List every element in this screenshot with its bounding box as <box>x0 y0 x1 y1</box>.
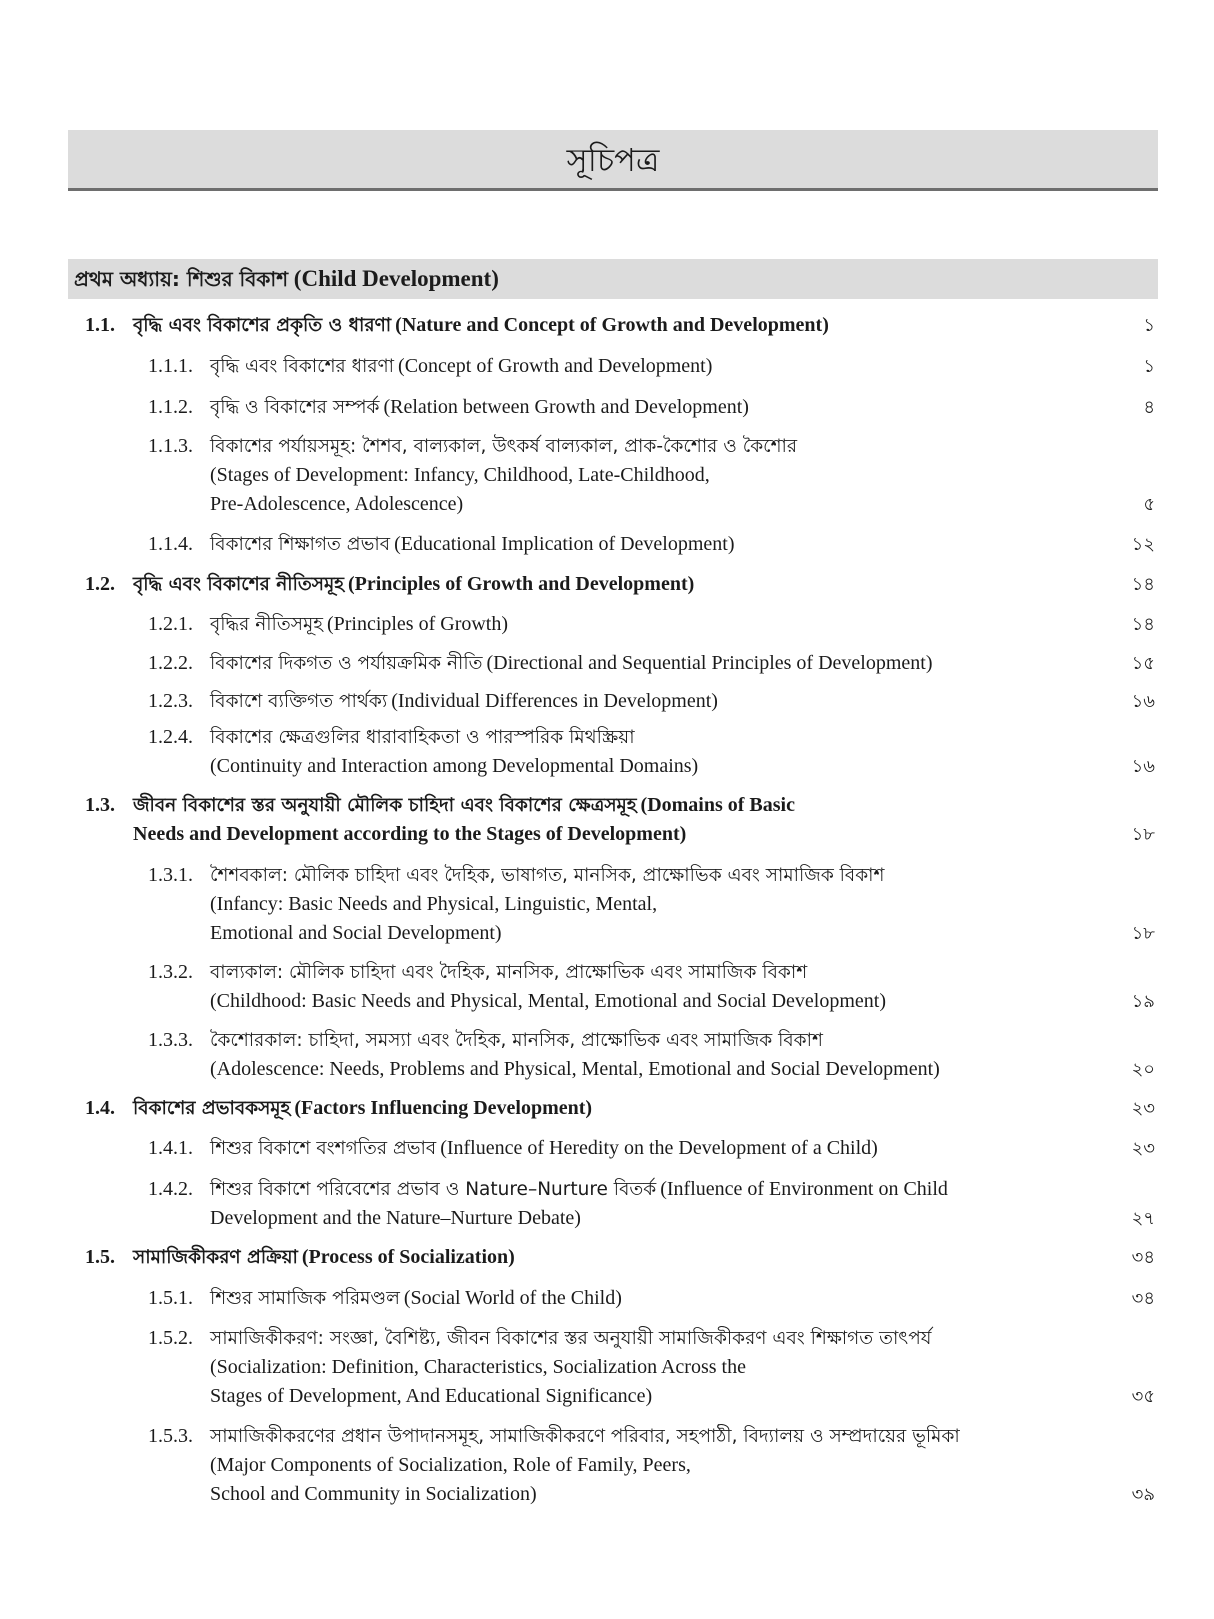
page-number: ২৭ <box>1131 1208 1155 1229</box>
entry-number: 1.5.3. <box>148 1425 193 1447</box>
entry-number: 1.2.2. <box>148 652 193 674</box>
entry-title-english-continued: Needs and Development according to the Stages of Development) <box>133 823 687 845</box>
entry-title-bengali: বৃদ্ধি এবং বিকাশের নীতিসমূহ <box>133 574 344 595</box>
entry-number: 1.3.2. <box>148 961 193 983</box>
entry-title-english: (Influence of Heredity on the Development of a Child) <box>440 1137 878 1159</box>
entry-number: 1.4.2. <box>148 1178 193 1200</box>
entry-title-bengali: বৃদ্ধি এবং বিকাশের প্রকৃতি ও ধারণা <box>133 315 392 336</box>
page-number: ২৩ <box>1131 1138 1155 1159</box>
page-number: ১৫ <box>1131 653 1155 674</box>
entry-title-bengali: শিশুর বিকাশে পরিবেশের প্রভাব ও Nature–Nurture বিতর্ক <box>210 1179 657 1200</box>
entry-title-bengali: বৃদ্ধির নীতিসমূহ <box>210 614 323 635</box>
entry-title-bengali: বিকাশের প্রভাবকসমূহ <box>133 1098 291 1119</box>
entry-number: 1.4.1. <box>148 1137 193 1159</box>
entry-number: 1.5. <box>85 1246 115 1268</box>
page-number: ১ <box>1143 356 1155 377</box>
entry-title-english-continued: School and Community in Socialization) <box>210 1483 537 1505</box>
page-number: ৪ <box>1143 397 1155 418</box>
entry-number: 1.1.2. <box>148 396 193 418</box>
entry-title-english-continued: Pre-Adolescence, Adolescence) <box>210 493 464 515</box>
page-number: ১৮ <box>1131 923 1155 944</box>
entry-number: 1.1.3. <box>148 435 193 457</box>
entry-title-english: (Childhood: Basic Needs and Physical, Mental, Emotional and Social Development) <box>210 990 886 1012</box>
page-number: ৩৯ <box>1131 1484 1155 1505</box>
page-number: ১ <box>1143 315 1155 336</box>
entry-title-english: (Infancy: Basic Needs and Physical, Linguistic, Mental, <box>210 893 658 915</box>
entry-number: 1.5.2. <box>148 1327 193 1349</box>
entry-number: 1.2.1. <box>148 613 193 635</box>
entry-title-english: (Domains of Basic <box>640 794 795 816</box>
page-number: ২০ <box>1131 1059 1155 1080</box>
page-number: ১৪ <box>1131 574 1155 595</box>
entry-title-bengali: সামাজিকীকরণের প্রধান উপাদানসমূহ, সামাজিকীকরণে পরিবার, সহপাঠী, বিদ্যালয় ও সম্প্রদায়ের ভূমিকা <box>210 1426 960 1447</box>
page-number: ১৪ <box>1131 614 1155 635</box>
entry-title-english: (Social World of the Child) <box>403 1287 622 1309</box>
entry-title-english: (Adolescence: Needs, Problems and Physical, Mental, Emotional and Social Development) <box>210 1058 940 1080</box>
page-number: ১৮ <box>1131 824 1155 845</box>
entry-title-english: (Concept of Growth and Development) <box>398 355 713 377</box>
entry-title-english-continued: Stages of Development, And Educational Significance) <box>210 1385 653 1407</box>
chapter-title-english: (Child Development) <box>293 266 499 291</box>
entry-title-english: (Relation between Growth and Development) <box>383 396 749 418</box>
entry-title-bengali: শৈশবকাল: মৌলিক চাহিদা এবং দৈহিক, ভাষাগত, মানসিক, প্রাক্ষোভিক এবং সামাজিক বিকাশ <box>210 865 885 886</box>
page-number: ২৩ <box>1131 1098 1155 1119</box>
entry-title-english: (Nature and Concept of Growth and Development) <box>395 314 829 336</box>
entry-title-english: (Process of Socialization) <box>301 1246 515 1268</box>
entry-number: 1.5.1. <box>148 1287 193 1309</box>
entry-number: 1.2.3. <box>148 690 193 712</box>
entry-title-bengali: বিকাশের শিক্ষাগত প্রভাব <box>210 534 391 555</box>
page-number: ৩৪ <box>1131 1247 1155 1268</box>
page-number: ১২ <box>1131 534 1155 555</box>
entry-title-english: (Socialization: Definition, Characteristics, Socialization Across the <box>210 1356 746 1378</box>
page-number: ৩৪ <box>1131 1288 1155 1309</box>
entry-title-english: (Stages of Development: Infancy, Childhood, Late-Childhood, <box>210 464 710 486</box>
entry-title-english-continued: Development and the Nature–Nurture Debate) <box>210 1207 581 1229</box>
page-number: ১৯ <box>1131 991 1155 1012</box>
page-number: ১৬ <box>1131 691 1155 712</box>
entry-title-bengali: শিশুর সামাজিক পরিমণ্ডল <box>210 1288 400 1309</box>
page-title: সূচিপত্র <box>68 130 1158 191</box>
entry-title-english: (Continuity and Interaction among Developmental Domains) <box>210 755 699 777</box>
entry-title-english: (Major Components of Socialization, Role of Family, Peers, <box>210 1454 691 1476</box>
entry-title-bengali: বিকাশের দিকগত ও পর্যায়ক্রমিক নীতি <box>210 653 483 674</box>
page-number: ৩৫ <box>1131 1386 1155 1407</box>
entry-title-bengali: বিকাশে ব্যক্তিগত পার্থক্য <box>210 691 388 712</box>
entry-title-english: (Influence of Environment on Child <box>660 1178 948 1200</box>
entry-title-bengali: বিকাশের ক্ষেত্রগুলির ধারাবাহিকতা ও পারস্পরিক মিথস্ক্রিয়া <box>210 727 635 748</box>
entry-title-bengali: বৃদ্ধি ও বিকাশের সম্পর্ক <box>210 397 380 418</box>
entry-number: 1.4. <box>85 1097 115 1119</box>
chapter-heading <box>68 259 1158 299</box>
entry-title-english: (Educational Implication of Development) <box>394 533 735 555</box>
entry-number: 1.2. <box>85 573 115 595</box>
entry-title-bengali: বাল্যকাল: মৌলিক চাহিদা এবং দৈহিক, মানসিক, প্রাক্ষোভিক এবং সামাজিক বিকাশ <box>210 962 808 983</box>
entry-title-bengali: বৃদ্ধি এবং বিকাশের ধারণা <box>210 356 395 377</box>
entry-title-english: (Principles of Growth and Development) <box>348 573 695 595</box>
entry-number: 1.3.1. <box>148 864 193 886</box>
entry-number: 1.1. <box>85 314 115 336</box>
entry-title-english: (Directional and Sequential Principles of Development) <box>486 652 933 674</box>
entry-title-bengali: কৈশোরকাল: চাহিদা, সমস্যা এবং দৈহিক, মানসিক, প্রাক্ষোভিক এবং সামাজিক বিকাশ <box>210 1030 823 1051</box>
entry-number: 1.1.4. <box>148 533 193 555</box>
entry-title-english: (Individual Differences in Development) <box>391 690 718 712</box>
entry-title-bengali: সামাজিকীকরণ: সংজ্ঞা, বৈশিষ্ট্য, জীবন বিকাশের স্তর অনুযায়ী সামাজিকীকরণ এবং শিক্ষাগত তাৎপর্য <box>210 1328 932 1349</box>
entry-number: 1.3.3. <box>148 1029 193 1051</box>
entry-title-bengali: শিশুর বিকাশে বংশগতির প্রভাব <box>210 1138 437 1159</box>
entry-number: 1.3. <box>85 794 115 816</box>
page-number: ৫ <box>1143 494 1155 515</box>
entry-number: 1.1.1. <box>148 355 193 377</box>
entry-title-english: (Factors Influencing Development) <box>294 1097 593 1119</box>
entry-title-bengali: জীবন বিকাশের স্তর অনুযায়ী মৌলিক চাহিদা এবং বিকাশের ক্ষেত্রসমূহ <box>133 795 637 816</box>
entry-title-english-continued: Emotional and Social Development) <box>210 922 502 944</box>
chapter-title-bengali: প্রথম অধ্যায়: শিশুর বিকাশ <box>74 267 289 291</box>
entry-title-bengali: সামাজিকীকরণ প্রক্রিয়া <box>133 1247 298 1268</box>
entry-title-bengali: বিকাশের পর্যায়সমূহ: শৈশব, বাল্যকাল, উৎকর্ষ বাল্যকাল, প্রাক-কৈশোর ও কৈশোর <box>210 436 798 457</box>
entry-title-english: (Principles of Growth) <box>326 613 509 635</box>
page-number: ১৬ <box>1131 756 1155 777</box>
entry-number: 1.2.4. <box>148 726 193 748</box>
